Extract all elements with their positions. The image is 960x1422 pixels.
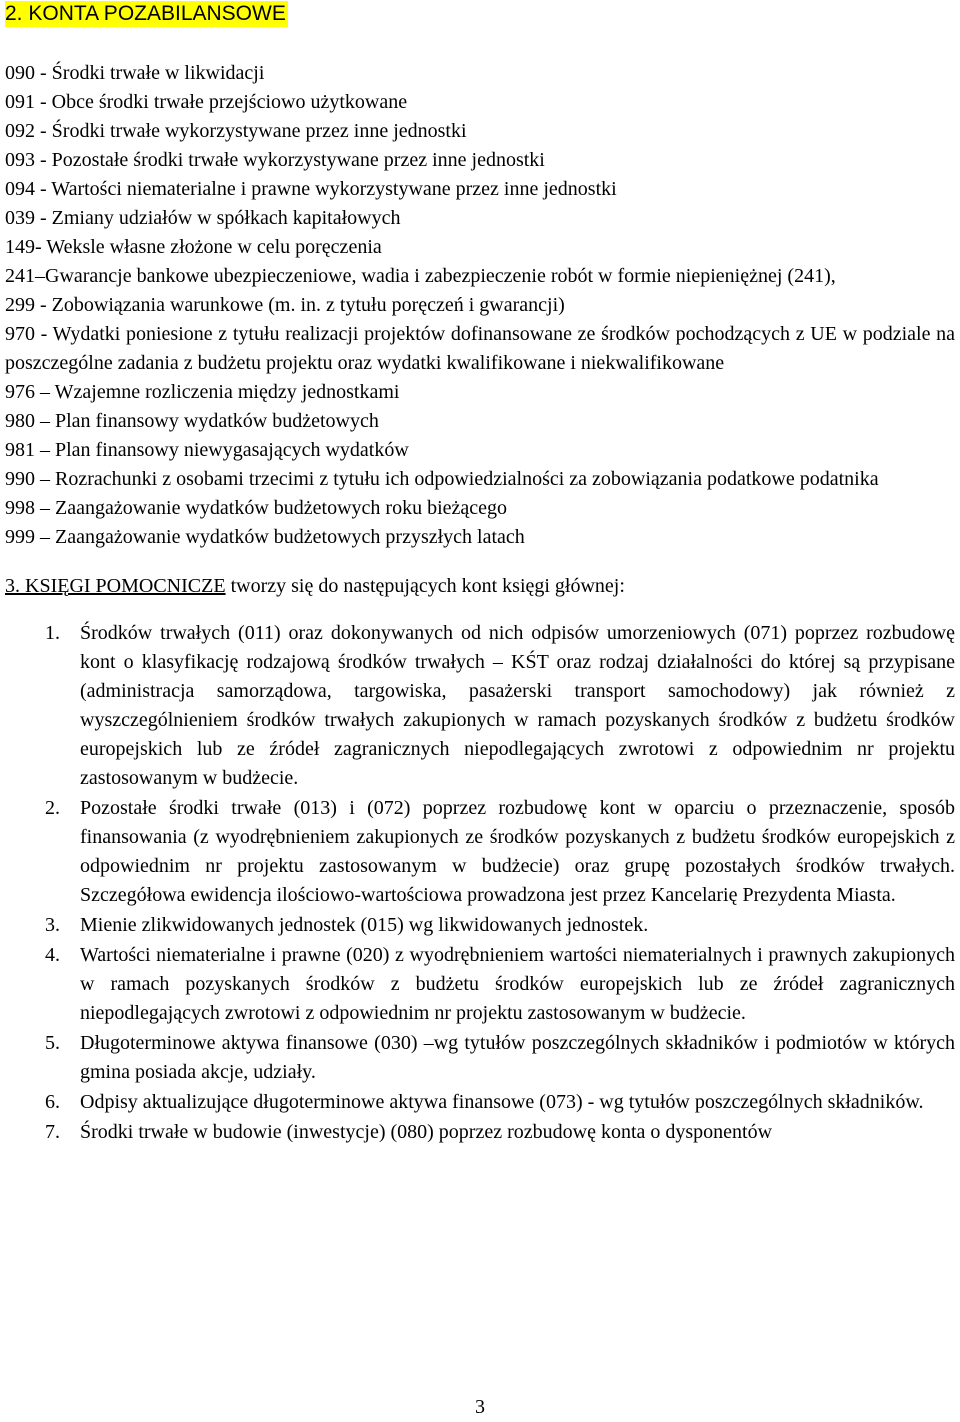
item-number: 1.: [45, 622, 60, 644]
account-line: 091 - Obce środki trwałe przejściowo użytkowane: [5, 91, 408, 113]
list-item: [5, 619, 955, 793]
item-number: 5.: [45, 1032, 60, 1054]
item-text: Odpisy aktualizujące długoterminowe aktywa finansowe (073) - wg tytułów poszczególnych składników.: [80, 1091, 924, 1113]
item-number: 6.: [45, 1091, 60, 1113]
account-line: 092 - Środki trwałe wykorzystywane przez inne jednostki: [5, 120, 467, 142]
subsidiary-ledger-list: [5, 619, 955, 1147]
account-line: 998 – Zaangażowanie wydatków budżetowych roku bieżącego: [5, 497, 508, 519]
account-line: 093 - Pozostałe środki trwałe wykorzystywane przez inne jednostki: [5, 149, 545, 171]
section3-intro: [5, 572, 955, 601]
document-page: [5, 0, 955, 1416]
item-number: 2.: [45, 797, 60, 819]
item-number: 4.: [45, 944, 60, 966]
account-line: 094 - Wartości niematerialne i prawne wykorzystywane przez inne jednostki: [5, 178, 617, 200]
list-item: [5, 941, 955, 1028]
account-line: 980 – Plan finansowy wydatków budżetowych: [5, 410, 379, 432]
list-item: [5, 1118, 955, 1147]
account-list: [5, 59, 955, 552]
item-text: Wartości niematerialne i prawne (020) z wyodrębnieniem wartości niematerialnych i prawnych zakupionych w ramach pozyskanych środków z budżetu środków europejskich lub ze źródeł zagranicznych niepodlegających zwrotowi z odpowiednim nr projektu zastosowanym w budżecie.: [80, 944, 955, 1024]
list-item: [5, 911, 955, 940]
item-number: 3.: [45, 914, 60, 936]
account-line: 149- Weksle własne złożone w celu poręczenia: [5, 236, 382, 258]
account-line: 981 – Plan finansowy niewygasających wydatków: [5, 439, 409, 461]
item-text: Pozostałe środki trwałe (013) i (072) poprzez rozbudowę kont w oparciu o przeznaczenie, sposób finansowania (z wyodrębnieniem zakupionych ze środków pozyskanych z budżetu środków europejskich z odpowiednim nr projektu zastosowanym w budżecie) oraz grupę pozostałych środków trwałych. Szczegółowa ewidencja ilościowo-wartościowa prowadzona jest przez Kancelarię Prezydenta Miasta.: [80, 797, 955, 906]
item-text: Mienie zlikwidowanych jednostek (015) wg likwidowanych jednostek.: [80, 914, 649, 936]
section-heading: 2. KONTA POZABILANSOWE: [5, 2, 286, 25]
section3-title: 3. KSIĘGI POMOCNICZE: [5, 575, 226, 597]
account-line: 241–Gwarancje bankowe ubezpieczeniowe, wadia i zabezpieczenie robót w formie niepieniężnej (241),: [5, 265, 836, 287]
list-item: [5, 1088, 955, 1117]
list-item: [5, 794, 955, 910]
item-text: Środki trwałe w budowie (inwestycje) (080) poprzez rozbudowę konta o dysponentów: [80, 1121, 773, 1143]
account-line: 999 – Zaangażowanie wydatków budżetowych przyszłych latach: [5, 526, 525, 548]
account-line: 976 – Wzajemne rozliczenia między jednostkami: [5, 381, 400, 403]
item-number: 7.: [45, 1121, 60, 1143]
list-item: [5, 1029, 955, 1087]
account-line: 970 - Wydatki poniesione z tytułu realizacji projektów dofinansowane ze środków pochodzących z UE w podziale na poszczególne zadania z budżetu projektu oraz wydatki kwalifikowane i niekwalifikowane: [5, 323, 955, 374]
account-line: 299 - Zobowiązania warunkowe (m. in. z tytułu poręczeń i gwarancji): [5, 294, 565, 316]
item-text: Środków trwałych (011) oraz dokonywanych od nich odpisów umorzeniowych (071) poprzez rozbudowę kont o klasyfikację rodzajową środków trwałych – KŚT oraz rodzaj działalności do której są przypisane (administracja samorządowa, targowiska, pasażerski transport samochodowy) jak również z wyszczególnieniem środków trwałych zakupionych w ramach pozyskanych środków z budżetu środków europejskich lub ze źródeł zagranicznych niepodlegających zwrotowi z odpowiednim nr projektu zastosowanym w budżecie.: [80, 622, 955, 789]
account-line: 990 – Rozrachunki z osobami trzecimi z tytułu ich odpowiedzialności za zobowiązania podatkowe podatnika: [5, 468, 879, 490]
page-number: 3: [475, 1396, 485, 1418]
account-line: 039 - Zmiany udziałów w spółkach kapitałowych: [5, 207, 401, 229]
section3-intro-text: tworzy się do następujących kont księgi głównej:: [225, 575, 625, 597]
account-line: 090 - Środki trwałe w likwidacji: [5, 62, 265, 84]
item-text: Długoterminowe aktywa finansowe (030) –wg tytułów poszczególnych składników i podmiotów w których gmina posiada akcje, udziały.: [80, 1032, 955, 1083]
